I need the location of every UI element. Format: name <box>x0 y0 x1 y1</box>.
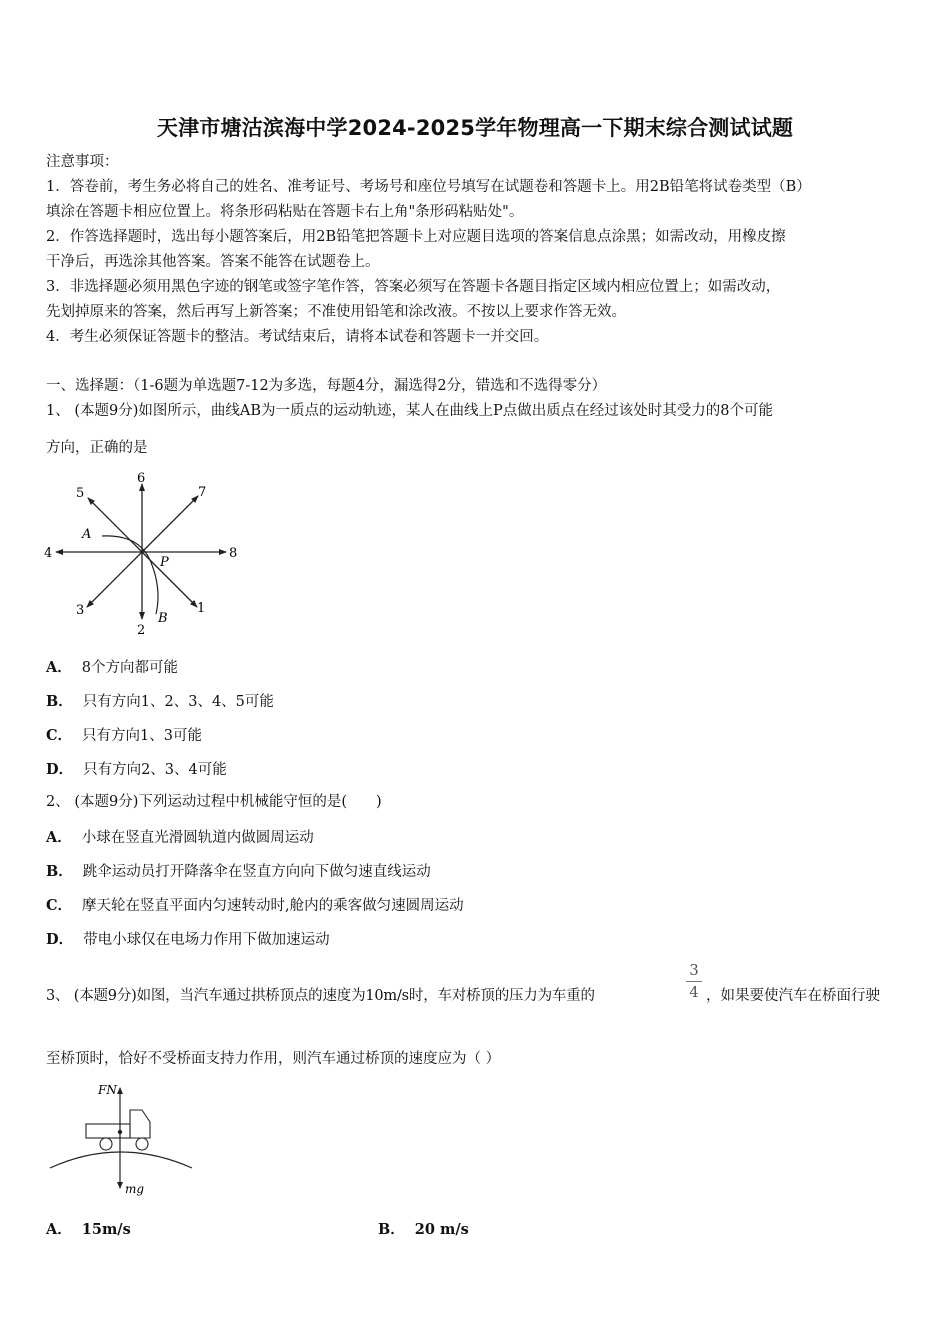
notice-line: 填涂在答题卡相应位置上。将条形码粘贴在答题卡右上角"条形码粘贴处"。 <box>46 204 524 220</box>
q1-stem-line1: 1、 (本题9分)如图所示，曲线AB为一质点的运动轨迹，某人在曲线上P点做出质点在经过该处时其受力的8个可能 <box>46 403 773 419</box>
direction-label-6: 6 <box>137 471 146 486</box>
notice-line: 1．答卷前，考生务必将自己的姓名、准考证号、考场号和座位号填写在试题卷和答题卡上。用2B铅笔将试卷类型（B） <box>46 179 811 195</box>
q2-stem: 2、 (本题9分)下列运动过程中机械能守恒的是( ) <box>46 794 382 810</box>
curve-label-b: B <box>158 611 168 626</box>
notice-line: 2．作答选择题时，选出每小题答案后，用2B铅笔把答题卡上对应题目选项的答案信息点涂黑；如需改动，用橡皮擦 <box>46 229 786 245</box>
notice-line: 干净后，再选涂其他答案。答案不能答在试题卷上。 <box>46 254 380 270</box>
q3-option-a: A． 15m/s <box>46 1221 131 1238</box>
notice-line: 3．非选择题必须用黑色字迹的钢笔或签字笔作答，答案必须写在答题卡各题目指定区域内相应位置上；如需改动， <box>46 279 781 295</box>
direction-label-5: 5 <box>76 486 85 501</box>
point-label-p: P <box>160 555 169 570</box>
q2-option-a: A． 小球在竖直光滑圆轨道内做圆周运动 <box>46 829 314 846</box>
direction-label-8: 8 <box>229 546 238 561</box>
fraction-numerator: 3 <box>689 961 699 979</box>
notice-line: 4．考生必须保证答题卡的整洁。考试结束后，请将本试卷和答题卡一并交回。 <box>46 329 549 345</box>
direction-label-4: 4 <box>44 546 53 561</box>
q3-fraction <box>686 962 702 1000</box>
q3-stem-line2: 至桥顶时，恰好不受桥面支持力作用，则汽车通过桥顶的速度应为（ ） <box>46 1051 501 1067</box>
section-heading: 一、选择题：（1-6题为单选题7-12为多选，每题4分，漏选得2分，错选和不选得零分） <box>46 378 607 394</box>
q1-option-d: D． 只有方向2、3、4可能 <box>46 761 227 778</box>
curve-label-a: A <box>82 527 92 542</box>
q2-option-c: C． 摩天轮在竖直平面内匀速转动时,舱内的乘客做匀速圆周运动 <box>46 897 464 914</box>
fraction-denominator: 4 <box>689 983 699 1001</box>
direction-label-3: 3 <box>76 603 85 618</box>
q2-option-d: D． 带电小球仅在电场力作用下做加速运动 <box>46 931 330 948</box>
support-force-label: FN <box>98 1083 117 1097</box>
q3-stem-before: 3、 (本题9分)如图，当汽车通过拱桥顶点的速度为10m/s时，车对桥顶的压力为车重的 <box>46 988 595 1004</box>
notice-heading: 注意事项： <box>46 154 119 170</box>
q3-option-b: B． 20 m/s <box>378 1221 469 1238</box>
q1-stem-line2: 方向，正确的是 <box>46 440 148 456</box>
q1-option-c: C． 只有方向1、3可能 <box>46 727 202 744</box>
notice-line: 先划掉原来的答案，然后再写上新答案；不准使用铅笔和涂改液。不按以上要求作答无效。 <box>46 304 626 320</box>
direction-label-1: 1 <box>197 601 206 616</box>
q1-option-b: B． 只有方向1、2、3、4、5可能 <box>46 693 274 710</box>
q2-option-b: B． 跳伞运动员打开降落伞在竖直方向向下做匀速直线运动 <box>46 863 431 880</box>
direction-label-2: 2 <box>137 623 146 638</box>
q3-bridge-figure <box>46 1076 196 1198</box>
page-title: 天津市塘沽滨海中学2024-2025学年物理高一下期末综合测试试题 <box>156 116 794 140</box>
q1-force-direction-figure <box>42 464 252 639</box>
q3-stem-after: ，如果要使汽车在桥面行驶 <box>706 988 880 1004</box>
direction-label-7: 7 <box>198 485 207 500</box>
gravity-label: mg <box>125 1182 145 1196</box>
q1-option-a: A． 8个方向都可能 <box>46 659 178 676</box>
